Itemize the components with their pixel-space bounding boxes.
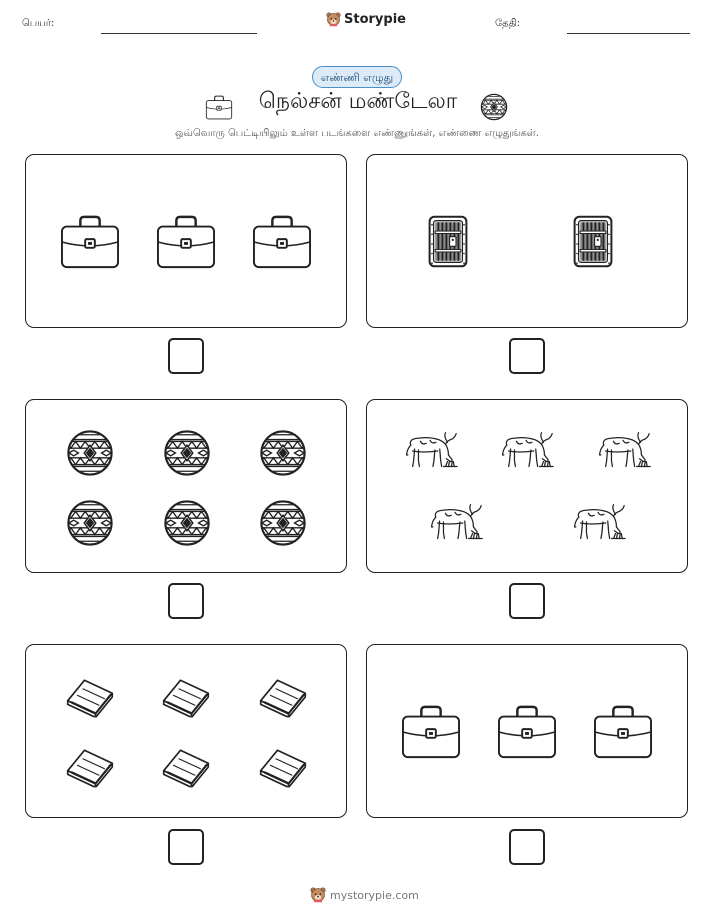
exercise-card-6 — [366, 644, 688, 818]
footer — [310, 887, 419, 903]
name-line[interactable] — [101, 33, 257, 34]
bear-logo-icon — [310, 887, 326, 903]
briefcase-icon — [592, 703, 654, 761]
cattle-icon — [571, 503, 629, 543]
page-title: நெல்சன் மண்டேலா — [258, 89, 458, 114]
brand-logo — [326, 12, 406, 27]
african-pattern-ball-icon — [259, 429, 307, 477]
african-pattern-ball-icon — [66, 429, 114, 477]
bear-logo-icon — [326, 12, 341, 27]
african-pattern-ball-icon — [163, 499, 211, 547]
instructions: ஒவ்வொரு பெட்டியிலும் உள்ள படங்களை எண்ணுங்கள், எண்ணை எழுதுங்கள். — [175, 128, 539, 139]
answer-box-2[interactable] — [509, 338, 545, 374]
african-pattern-ball-icon — [480, 93, 508, 121]
book-icon — [257, 676, 309, 718]
book-icon — [160, 746, 212, 788]
african-pattern-ball-icon — [163, 429, 211, 477]
briefcase-icon — [155, 213, 217, 271]
answer-box-1[interactable] — [168, 338, 204, 374]
book-icon — [160, 676, 212, 718]
exercise-card-2 — [366, 154, 688, 328]
exercise-card-3 — [25, 399, 347, 573]
exercise-card-1 — [25, 154, 347, 328]
prison-window-icon — [573, 210, 613, 273]
african-pattern-ball-icon — [259, 499, 307, 547]
book-icon — [64, 746, 116, 788]
answer-box-5[interactable] — [168, 829, 204, 865]
briefcase-icon — [496, 703, 558, 761]
cattle-icon — [499, 431, 557, 471]
exercise-card-5 — [25, 644, 347, 818]
cattle-icon — [428, 503, 486, 543]
briefcase-icon — [205, 94, 233, 121]
prison-window-icon — [428, 210, 468, 273]
activity-badge: எண்ணி எழுது — [312, 66, 402, 88]
briefcase-icon — [59, 213, 121, 271]
briefcase-icon — [400, 703, 462, 761]
date-label: தேதி: — [495, 18, 521, 29]
answer-box-6[interactable] — [509, 829, 545, 865]
exercise-card-4 — [366, 399, 688, 573]
date-line[interactable] — [567, 33, 690, 34]
cattle-icon — [403, 431, 461, 471]
african-pattern-ball-icon — [66, 499, 114, 547]
cattle-icon — [596, 431, 654, 471]
answer-box-4[interactable] — [509, 583, 545, 619]
name-label: பெயர்: — [22, 18, 55, 29]
briefcase-icon — [251, 213, 313, 271]
brand-name: Storypie — [344, 12, 406, 27]
answer-box-3[interactable] — [168, 583, 204, 619]
book-icon — [257, 746, 309, 788]
book-icon — [64, 676, 116, 718]
footer-link[interactable]: mystorypie.com — [330, 888, 419, 902]
